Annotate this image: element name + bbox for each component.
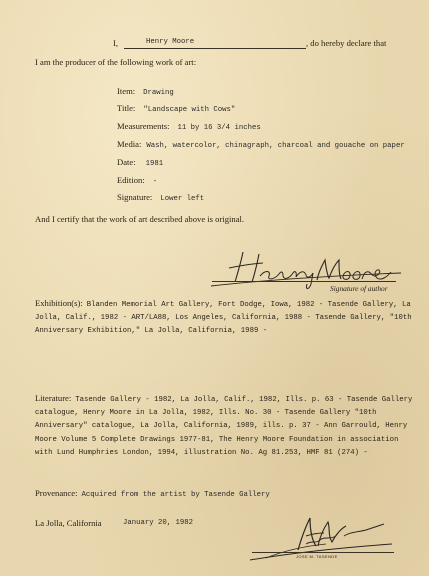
field-value: Lower left	[160, 195, 205, 203]
exhibitions-text: Blanden Memorial Art Gallery, Fort Dodge, Iowa, 1982 - Tasende Gallery, La Jolla, Calif., 1982 - ART/LA88, Los Angeles, California, 1988 - Tasende Gallery, "10th Anniversary Exhibition," La Jolla, California, 1989 -	[35, 301, 412, 336]
field-label: Measurements:	[117, 121, 170, 131]
declaration-prefix: I,	[113, 38, 119, 48]
declarant-name: Henry Moore	[146, 38, 195, 46]
field-date	[117, 152, 163, 170]
certify-statement: And I certify that the work of art described above is original.	[35, 214, 245, 224]
field-title	[117, 98, 235, 116]
field-label: Title:	[117, 103, 136, 113]
place: La Jolla, California	[35, 518, 102, 528]
field-label: Signature:	[117, 192, 153, 202]
name-underline	[124, 48, 306, 49]
exhibitions-section	[35, 297, 420, 337]
field-value: "Landscape with Cows"	[143, 106, 236, 114]
field-value: Drawing	[143, 89, 174, 97]
field-edition	[117, 170, 157, 188]
field-measurements	[117, 116, 261, 134]
field-label: Edition:	[117, 175, 145, 185]
provenance-section	[35, 483, 270, 501]
field-value: 1981	[145, 160, 164, 168]
declaration-suffix: , do hereby declare that	[306, 38, 387, 48]
provenance-label: Provenance:	[35, 488, 78, 498]
field-label: Item:	[117, 86, 136, 96]
field-value: Wash, watercolor, chinagraph, charcoal and gouache on paper	[146, 142, 405, 150]
field-label: Date:	[117, 157, 136, 167]
field-media	[117, 134, 405, 152]
author-signature-caption: Signature of author	[330, 284, 388, 293]
field-item	[117, 81, 174, 99]
witness-signature-line	[252, 552, 394, 553]
exhibitions-label: Exhibition(s):	[35, 298, 83, 308]
date: January 20, 1982	[123, 519, 194, 527]
provenance-text: Acquired from the artist by Tasende Gallery	[81, 491, 270, 499]
literature-section	[35, 392, 420, 458]
field-value: -	[152, 178, 158, 186]
field-label: Media:	[117, 139, 142, 149]
declaration-line-2: I am the producer of the following work of art:	[35, 57, 197, 67]
witness-signature-caption: JOSE M. TASENDE	[296, 554, 338, 559]
field-value: 11 by 16 3/4 inches	[177, 124, 261, 132]
author-signature-line	[212, 281, 396, 282]
literature-label: Literature:	[35, 393, 72, 403]
literature-text: Tasende Gallery - 1982, La Jolla, Calif., 1982, Ills. p. 63 - Tasende Gallery catalogue, Henry Moore in La Jolla, 1982, Ills. No. 30 - Tasende Gallery "10th Anniversary" catalogue, La Jolla, California, 1989, ills. p. 37 - Ann Garrould, Henry Moore Volume 5 Complete Drawings 1977-81, The Henry Moore Foundation in association with Lund Humphries London, 1994, illustration No. Ag 81.253, HMF 81 (274) -	[35, 396, 413, 457]
field-signature	[117, 187, 204, 205]
